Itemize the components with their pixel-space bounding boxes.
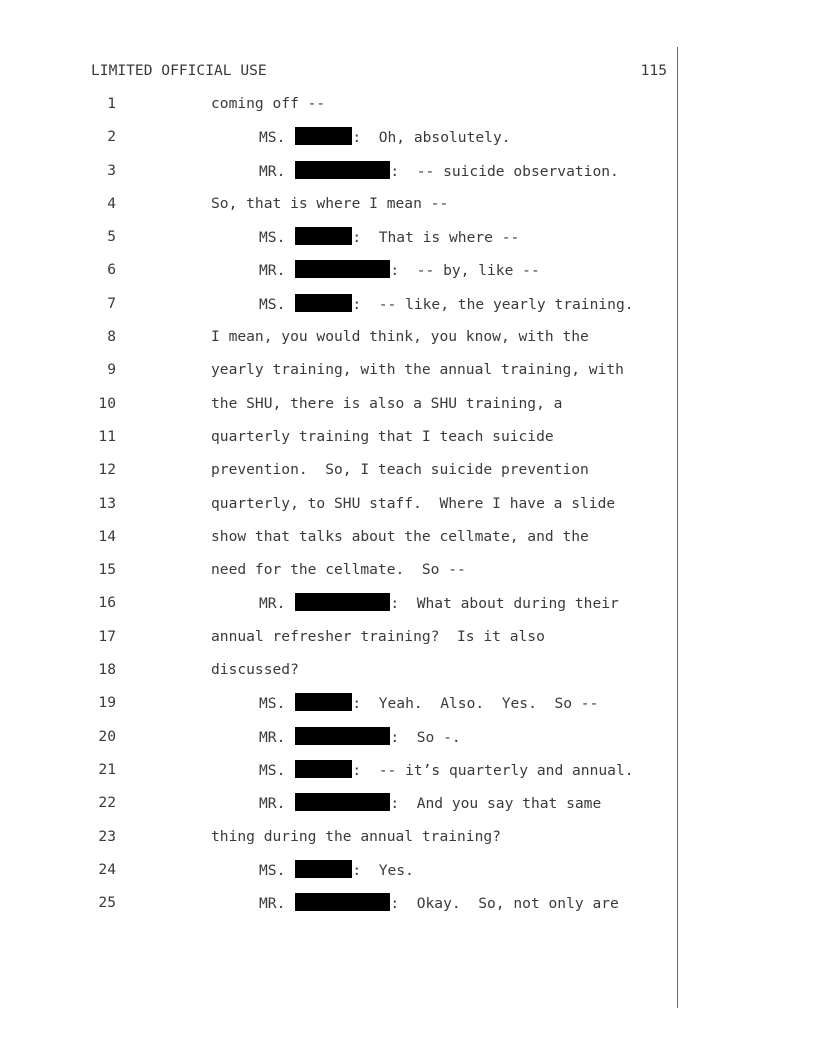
- line-number: 23: [98, 827, 116, 845]
- speaker-line: [259, 793, 601, 814]
- line-number: 18: [98, 661, 116, 679]
- line-number: 4: [107, 194, 116, 212]
- line-text: : -- suicide observation.: [390, 162, 619, 180]
- redacted-name: [295, 860, 352, 878]
- speaker-line: [259, 693, 598, 714]
- line-text: : -- by, like --: [390, 262, 540, 280]
- line-text: : Yes.: [352, 861, 414, 879]
- speaker-title: MR.: [259, 795, 286, 813]
- line-number: 14: [98, 527, 116, 545]
- speaker-line: [259, 727, 461, 748]
- line-text: quarterly training that I teach suicide: [211, 427, 554, 445]
- line-number: 19: [98, 694, 116, 712]
- line-text: quarterly, to SHU staff. Where I have a slide: [211, 494, 616, 512]
- line-number: 8: [107, 328, 116, 346]
- line-text: the SHU, there is also a SHU training, a: [211, 394, 563, 412]
- redacted-name: [295, 760, 352, 778]
- speaker-title: MS.: [259, 129, 286, 147]
- transcript-line: [0, 860, 676, 893]
- line-text: : -- like, the yearly training.: [352, 295, 634, 313]
- transcript-line: [0, 660, 676, 693]
- redacted-name: [295, 260, 390, 278]
- transcript-line: [0, 94, 676, 127]
- continuation-line: [211, 327, 589, 347]
- speaker-line: [259, 760, 634, 781]
- transcript-line: [0, 527, 676, 560]
- speaker-line: [259, 127, 511, 148]
- transcript-line: [0, 394, 676, 427]
- redacted-name: [295, 161, 390, 179]
- redacted-name: [295, 893, 390, 911]
- transcript-line: [0, 560, 676, 593]
- speaker-title: MS.: [259, 229, 286, 247]
- transcript-line: [0, 627, 676, 660]
- transcript-line: [0, 793, 676, 826]
- continuation-line: [211, 94, 325, 114]
- line-number: 22: [98, 794, 116, 812]
- transcript-line: [0, 593, 676, 626]
- speaker-line: [259, 227, 519, 248]
- line-text: prevention. So, I teach suicide prevention: [211, 461, 589, 479]
- transcript-line: [0, 260, 676, 293]
- transcript-line: [0, 693, 676, 726]
- speaker-line: [259, 860, 414, 881]
- speaker-line: [259, 893, 619, 914]
- transcript-line: [0, 127, 676, 160]
- speaker-title: MS.: [259, 761, 286, 779]
- line-text: show that talks about the cellmate, and the: [211, 527, 589, 545]
- redacted-name: [295, 727, 390, 745]
- transcript-line: [0, 194, 676, 227]
- transcript-line: [0, 161, 676, 194]
- line-text: need for the cellmate. So --: [211, 561, 466, 579]
- transcript-line: [0, 893, 676, 926]
- line-text: yearly training, with the annual training, with: [211, 361, 624, 379]
- speaker-title: MR.: [259, 162, 286, 180]
- line-text: : -- it’s quarterly and annual.: [352, 761, 634, 779]
- redacted-name: [295, 793, 390, 811]
- line-number: 24: [98, 860, 116, 878]
- line-number: 9: [107, 361, 116, 379]
- line-number: 10: [98, 394, 116, 412]
- line-number: 21: [98, 760, 116, 778]
- transcript-line: [0, 494, 676, 527]
- speaker-line: [259, 260, 540, 281]
- line-text: : Oh, absolutely.: [352, 129, 511, 147]
- transcript-lines: [0, 94, 676, 926]
- speaker-title: MR.: [259, 262, 286, 280]
- redacted-name: [295, 127, 352, 145]
- continuation-line: [211, 560, 466, 580]
- redacted-name: [295, 593, 390, 611]
- line-number: 3: [107, 161, 116, 179]
- speaker-title: MR.: [259, 728, 286, 746]
- transcript-line: [0, 294, 676, 327]
- line-text: I mean, you would think, you know, with the: [211, 328, 589, 346]
- redacted-name: [295, 227, 352, 245]
- speaker-line: [259, 161, 619, 182]
- redacted-name: [295, 693, 352, 711]
- line-text: : What about during their: [390, 595, 619, 613]
- speaker-title: MS.: [259, 861, 286, 879]
- line-number: 5: [107, 228, 116, 246]
- transcript-line: [0, 427, 676, 460]
- speaker-title: MS.: [259, 695, 286, 713]
- transcript-line: [0, 827, 676, 860]
- continuation-line: [211, 827, 501, 847]
- speaker-title: MR.: [259, 895, 286, 913]
- speaker-line: [259, 294, 634, 315]
- line-number: 15: [98, 561, 116, 579]
- line-text: thing during the annual training?: [211, 827, 501, 845]
- line-text: : So -.: [390, 728, 461, 746]
- continuation-line: [211, 194, 448, 214]
- line-text: : And you say that same: [390, 795, 602, 813]
- line-number: 25: [98, 894, 116, 912]
- continuation-line: [211, 627, 545, 647]
- continuation-line: [211, 660, 299, 680]
- transcript-line: [0, 227, 676, 260]
- continuation-line: [211, 494, 615, 514]
- line-number: 16: [98, 594, 116, 612]
- line-number: 2: [107, 128, 116, 146]
- line-number: 17: [98, 627, 116, 645]
- line-text: coming off --: [211, 95, 326, 112]
- speaker-line: [259, 593, 619, 614]
- line-number: 6: [107, 261, 116, 279]
- line-text: So, that is where I mean --: [211, 194, 449, 212]
- page-number: 115: [640, 62, 667, 79]
- continuation-line: [211, 427, 554, 447]
- line-number: 20: [98, 727, 116, 745]
- transcript-line: [0, 727, 676, 760]
- redacted-name: [295, 294, 352, 312]
- right-margin-rule: [677, 47, 678, 1008]
- transcript-line: [0, 327, 676, 360]
- speaker-title: MS.: [259, 295, 286, 313]
- continuation-line: [211, 394, 562, 414]
- transcript-line: [0, 760, 676, 793]
- line-number: 7: [107, 294, 116, 312]
- line-number: 1: [107, 95, 116, 112]
- transcript-line: [0, 360, 676, 393]
- transcript-line: [0, 460, 676, 493]
- line-text: : Okay. So, not only are: [390, 895, 619, 913]
- continuation-line: [211, 527, 589, 547]
- line-text: : That is where --: [352, 229, 520, 247]
- continuation-line: [211, 460, 589, 480]
- line-number: 12: [98, 461, 116, 479]
- line-number: 13: [98, 494, 116, 512]
- continuation-line: [211, 360, 624, 380]
- line-text: : Yeah. Also. Yes. So --: [352, 695, 599, 713]
- classification-header: LIMITED OFFICIAL USE: [91, 62, 267, 79]
- line-number: 11: [98, 427, 116, 445]
- line-text: annual refresher training? Is it also: [211, 627, 545, 645]
- speaker-title: MR.: [259, 595, 286, 613]
- line-text: discussed?: [211, 661, 299, 679]
